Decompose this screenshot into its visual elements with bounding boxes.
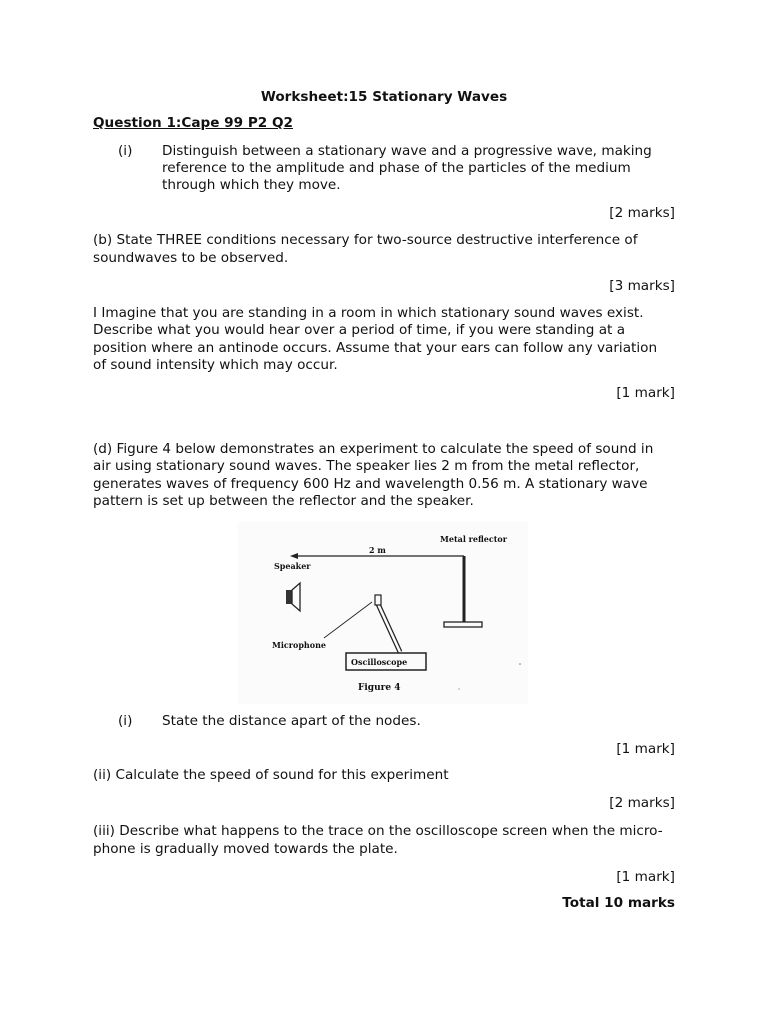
part-c-line-1: I Imagine that you are standing in a room in which stationary sound waves exist. bbox=[93, 305, 644, 321]
distance-label: 2 m bbox=[369, 545, 386, 555]
microphone-head bbox=[375, 595, 381, 605]
figure-caption: Figure 4 bbox=[358, 683, 401, 693]
part-b-line-2: soundwaves to be observed. bbox=[93, 250, 289, 266]
sub-iii-line-2: phone is gradually moved towards the plate. bbox=[93, 841, 398, 857]
sub-i-text: State the distance apart of the nodes. bbox=[162, 713, 421, 729]
figure-4 bbox=[238, 522, 528, 704]
part-b-line-1: (b) State THREE conditions necessary for two-source destructive interference of bbox=[93, 232, 638, 248]
part-c-line-3: position where an antinode occurs. Assume that your ears can follow any variation bbox=[93, 340, 658, 356]
part-d-line-3: generates waves of frequency 600 Hz and wavelength 0.56 m. A stationary wave bbox=[93, 476, 648, 492]
scan-dot bbox=[519, 663, 521, 665]
sub-i-marks: [1 mark] bbox=[616, 741, 675, 757]
scan-dot bbox=[458, 688, 459, 689]
oscilloscope-label: Oscilloscope bbox=[351, 657, 408, 667]
worksheet-title: Worksheet:15 Stationary Waves bbox=[260, 89, 508, 105]
metal-reflector-label: Metal reflector bbox=[440, 534, 507, 544]
speaker-body bbox=[286, 590, 292, 604]
sub-ii-text: (ii) Calculate the speed of sound for this experiment bbox=[93, 767, 449, 783]
microphone-label: Microphone bbox=[272, 640, 326, 650]
part-d-line-4: pattern is set up between the reflector and the speaker. bbox=[93, 493, 474, 509]
part-i-label: (i) bbox=[118, 143, 133, 159]
sub-i-label: (i) bbox=[118, 713, 133, 729]
sub-ii-marks: [2 marks] bbox=[609, 795, 675, 811]
microphone-pointer bbox=[324, 602, 372, 638]
speaker-label: Speaker bbox=[274, 561, 311, 571]
part-c-line-4: of sound intensity which may occur. bbox=[93, 357, 338, 373]
part-i-line-3: through which they move. bbox=[162, 177, 341, 193]
total-marks: Total 10 marks bbox=[562, 895, 675, 911]
speaker-cone bbox=[292, 583, 300, 611]
question-heading: Question 1:Cape 99 P2 Q2 bbox=[93, 115, 293, 131]
reflector-base bbox=[444, 622, 482, 627]
part-d-line-2: air using stationary sound waves. The speaker lies 2 m from the metal reflector, bbox=[93, 458, 640, 474]
microphone-stand-inner bbox=[378, 604, 400, 652]
sub-iii-line-1: (iii) Describe what happens to the trace on the oscilloscope screen when the micro- bbox=[93, 823, 663, 839]
part-c-line-2: Describe what you would hear over a period of time, if you were standing at a bbox=[93, 322, 626, 338]
part-c-marks: [1 mark] bbox=[616, 385, 675, 401]
sub-iii-marks: [1 mark] bbox=[616, 869, 675, 885]
part-i-line-2: reference to the amplitude and phase of the particles of the medium bbox=[162, 160, 631, 176]
part-d-line-1: (d) Figure 4 below demonstrates an experiment to calculate the speed of sound in bbox=[93, 441, 654, 457]
part-i-line-1: Distinguish between a stationary wave and a progressive wave, making bbox=[162, 143, 652, 159]
part-i-marks: [2 marks] bbox=[609, 205, 675, 221]
part-b-marks: [3 marks] bbox=[609, 278, 675, 294]
distance-arrow-head bbox=[290, 553, 298, 559]
